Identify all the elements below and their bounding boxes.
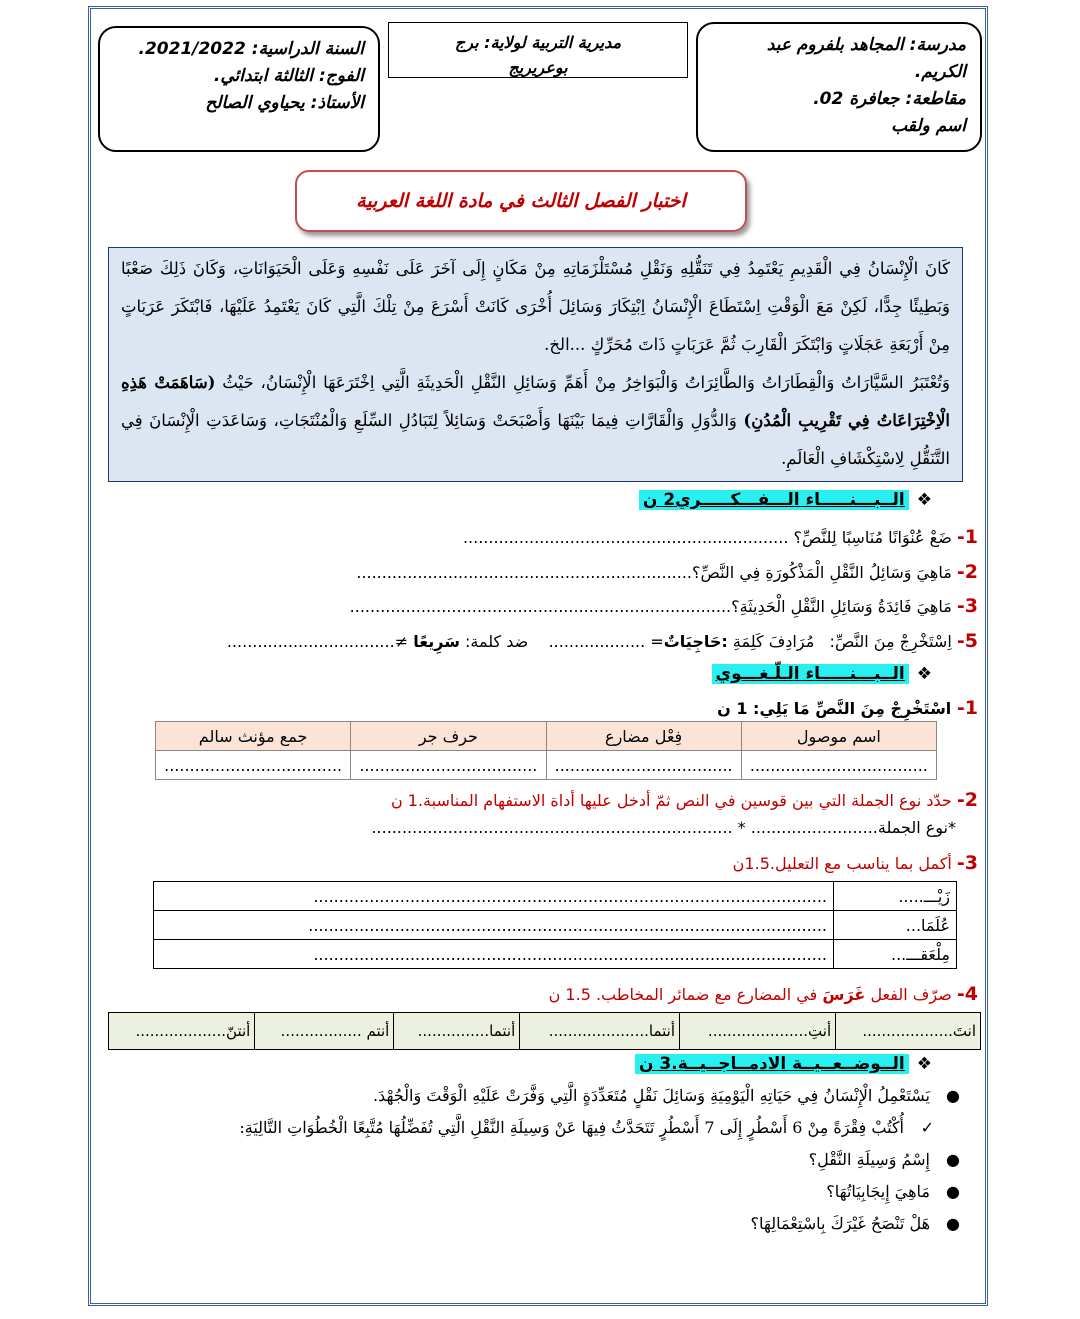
- table-header: فِعْل مضارع: [546, 722, 741, 751]
- conjugation-cell[interactable]: أنتما...............: [394, 1013, 520, 1050]
- teacher-line: الأستاذ: يحياوي الصالح: [205, 93, 364, 113]
- year-info-box: [98, 26, 380, 152]
- table-answer-cell[interactable]: ...................................: [351, 751, 546, 780]
- question-5: [227, 630, 978, 652]
- conjugation-cell[interactable]: أنتما.....................: [520, 1013, 680, 1050]
- question-5-number: 5-: [956, 630, 978, 652]
- section-language-heading: [712, 664, 932, 684]
- grammar-question-2-number: 2-: [956, 789, 978, 811]
- passage-paragraph-2-end: وَالدُّوَلِ وَالْقَارَّاتِ فِيمَا بَيْنَهَا وَأَصْبَحَتْ وَسَائِلاً لِتَبَادُلِ السِّلَعِ وَالْمُنْتَجَاتِ، وَسَاعَدَتِ الْإِنْسَانَ فِي التَّنَقُّلِ لِاسْتِكْشَافِ الْعَالَمِ.: [121, 411, 950, 468]
- class-line: الفوج: الثالثة ابتدائي.: [213, 66, 364, 86]
- conjugation-cell[interactable]: انتَ...................: [836, 1013, 981, 1050]
- integration-instructions: [110, 1080, 960, 1240]
- school-name-line1: مدرسة: المجاهد بلفروم عبد: [766, 35, 966, 55]
- section-integration-title: الــوضــعــيــة الادمــاجــيــة.: [671, 1054, 905, 1074]
- question-5-text: اِسْتَخْرِجْ مِنَ النَّصِّ:: [829, 632, 952, 651]
- conjugation-cell[interactable]: أنتِ.....................: [680, 1013, 836, 1050]
- passage-paragraph-2-start: وَتُعْتَبَرُ السَّيَّارَاتُ وَالْقِطَارَاتُ وَالطَّائِرَاتُ وَالْبَوَاخِرُ مِنْ أَهَمِّ وَسَائِلِ النَّقْلِ الْحَدِيثَةِ الَّتِي اِخْتَرَعَهَا الْإِنْسَانُ، حَيْثُ: [215, 373, 950, 392]
- completion-reason[interactable]: .....................................................................................................: [154, 882, 834, 911]
- instruction-text: إِسْمُ وَسِيلَةِ النَّقْلِ؟: [808, 1150, 930, 1169]
- not-equal-sign: ≠: [394, 632, 409, 651]
- diamond-bullet-icon: ❖: [916, 490, 932, 510]
- conjugation-cell[interactable]: أنتم .................: [255, 1013, 394, 1050]
- exam-title-box: [295, 170, 747, 232]
- grammar-question-1-score: 1 ن: [717, 699, 748, 718]
- section-comprehension-title: الــبـــنـــــاء الـــفـــكـــــري: [675, 490, 905, 510]
- section-integration-heading: [635, 1054, 932, 1074]
- completion-reason[interactable]: .....................................................................................................: [154, 940, 834, 969]
- bullet-dot-icon: ●: [946, 1150, 960, 1169]
- question-2: [356, 561, 978, 583]
- sentence-type-label: *نوع الجملة......................... *: [737, 818, 956, 837]
- antonym-label: ضد كلمة:: [465, 632, 529, 651]
- conjugation-cell[interactable]: أنتنّ...................: [109, 1013, 255, 1050]
- sentence-type-answer-line[interactable]: .......................................................................: [371, 818, 733, 837]
- table-answer-cell[interactable]: ...................................: [546, 751, 741, 780]
- instruction-text: هَلْ تَنْصَحُ غَيْرَكَ بِاسْتِعْمَالِهَا؟: [750, 1214, 930, 1233]
- table-row: [154, 940, 957, 969]
- question-1-number: 1-: [956, 526, 978, 548]
- table-header: حرف جر: [351, 722, 546, 751]
- grammar-question-3-number: 3-: [956, 852, 978, 874]
- extraction-table: [155, 721, 937, 780]
- check-mark-icon: ✓: [920, 1118, 934, 1137]
- school-year-line: السنة الدراسية: 2021/2022.: [138, 39, 364, 59]
- synonym-label: مُرَادِفَ كَلِمَةِ: [732, 632, 815, 651]
- grammar-question-4: [549, 983, 978, 1005]
- completion-word[interactable]: مِلْعَقـــ...: [834, 940, 957, 969]
- table-answer-cell[interactable]: ...................................: [741, 751, 936, 780]
- exam-title: اختبار الفصل الثالث في مادة اللغة العربية: [356, 190, 686, 212]
- question-3-text: مَاهِيَ فَائِدَةُ وَسَائِلِ النَّقْلِ الْحَدِيثَةِ؟: [731, 597, 952, 616]
- conjugation-table: [108, 1012, 981, 1050]
- district-line: مقاطعة: جعافرة 02.: [813, 89, 966, 109]
- instruction-text: مَاهِيَ إِيجَابِيَاتُهَا؟: [826, 1182, 930, 1201]
- question-3-answer-line[interactable]: ...........................................................................: [349, 597, 732, 616]
- school-name-line2: الكريم.: [914, 62, 966, 82]
- question-2-text: مَاهِيَ وَسَائِلُ النَّقْلِ الْمَذْكُورَةِ فِي النَّصِّ؟: [692, 563, 952, 582]
- directorate-line1: مديرية التربية لولاية: برج: [454, 33, 622, 52]
- grammar-question-2: [391, 789, 978, 811]
- grammar-question-2-text: حدّد نوع الجملة التي بين قوسين في النص ثمّ أدخل عليها أداة الاستفهام المناسبة.: [417, 791, 952, 810]
- table-header: جمع مؤنث سالم: [156, 722, 351, 751]
- question-2-number: 2-: [956, 561, 978, 583]
- verb-to-conjugate: غَرَسَ: [822, 985, 866, 1004]
- list-item: [110, 1176, 960, 1208]
- student-name-line: اسم ولقب: [891, 116, 966, 136]
- completion-word[interactable]: عُلَمَا...: [834, 911, 957, 940]
- section-comprehension-score: 2 ن: [642, 490, 676, 510]
- section-integration-score: 3 ن: [638, 1054, 672, 1074]
- grammar-question-1: [717, 697, 978, 719]
- diamond-bullet-icon: ❖: [916, 664, 932, 684]
- sentence-type-line: [371, 818, 956, 837]
- bullet-dot-icon: ●: [946, 1214, 960, 1233]
- list-item: [110, 1112, 934, 1144]
- list-item: [110, 1208, 960, 1240]
- grammar-question-4-score: 1.5 ن: [548, 985, 591, 1004]
- grammar-question-2-score: 1 ن: [390, 791, 418, 810]
- question-3: [350, 595, 978, 617]
- completion-table: [153, 881, 957, 969]
- table-header: اسم موصول: [741, 722, 936, 751]
- grammar-question-3: [733, 852, 978, 874]
- table-answer-cell[interactable]: ...................................: [156, 751, 351, 780]
- completion-word[interactable]: زَيْـــ.....: [834, 882, 957, 911]
- list-item: [110, 1080, 960, 1112]
- diamond-bullet-icon: ❖: [916, 1054, 932, 1074]
- grammar-question-3-text: أكمل بما يناسب مع التعليل.: [769, 854, 952, 873]
- antonym-word: سَرِيعًا: [413, 632, 460, 651]
- equals-sign: =: [650, 632, 664, 651]
- antonym-answer-line[interactable]: .................................: [226, 632, 395, 651]
- directorate-box: [388, 22, 688, 78]
- grammar-question-4-number: 4-: [956, 983, 978, 1005]
- grammar-question-1-text: اسْتَخْرِجْ مِنَ النَّصِّ مَا يَلِي:: [753, 699, 952, 718]
- section-language-title: الــبـــنـــــاء الـلّـغـــوي: [715, 664, 905, 684]
- question-1: [463, 526, 978, 548]
- question-2-answer-line[interactable]: ..................................................................: [356, 563, 692, 582]
- bullet-dot-icon: ●: [946, 1182, 960, 1201]
- question-1-answer-line[interactable]: ................................................................: [462, 528, 789, 547]
- instruction-text: يَسْتَعْمِلُ الْإِنْسَانُ فِي حَيَاتِهِ الْيَوْمِيَةِ وَسَائِلَ نَقْلٍ مُتَعَدِّدَةٍ الَّتِي وَفَّرَتْ عَلَيْهِ الْوَقْتَ وَالْجُهْدَ.: [372, 1086, 930, 1105]
- instruction-text: أُكْتُبْ فِقْرَةً مِنْ 6 أَسْطُرٍ إِلَى 7 أَسْطُرٍ تَتَحَدَّثُ فِيهَا عَنْ وَسِيلَةِ النَّقْلِ الَّتِي تُفَضِّلُهَا مُتَّبِعًا الْخُطُوَاتِ التَّالِيَةِ:: [239, 1118, 904, 1137]
- completion-reason[interactable]: ......................................................................................................: [154, 911, 834, 940]
- reading-passage: [108, 247, 963, 482]
- bullet-dot-icon: ●: [946, 1086, 960, 1105]
- grammar-question-3-score: 1.5ن: [732, 854, 770, 873]
- grammar-question-1-number: 1-: [956, 697, 978, 719]
- table-row: [154, 911, 957, 940]
- synonym-word: :حَاجِيَاتٌ: [663, 632, 728, 651]
- section-comprehension-heading: [639, 490, 932, 510]
- directorate-line2: بوعريريج: [508, 58, 568, 77]
- synonym-answer-line[interactable]: ...................: [548, 632, 646, 651]
- passage-paragraph-1: كَانَ الْإِنْسَانُ فِي الْقَدِيمِ يَعْتَمِدُ فِي تَنَقُّلِهِ وَنَقْلِ مُسْتَلْزَمَاتِهِ مِنْ مَكَانٍ إِلَى آخَرَ عَلَى نَفْسِهِ وَعَلَى الْحَيَوَانَاتِ، وَكَانَ ذَلِكَ صَعْبًا وَبَطِيئًا جِدًّا، لَكِنْ مَعَ الْوَقْتِ اِسْتَطَاعَ الْإِنْسَانُ اِبْتِكَارَ وَسَائِلَ أُخْرَى كَانَتْ أَسْرَعَ مِنْ تِلْكَ الَّتِي كَانَ يَعْتَمِدُ عَلَيْهَا، فَابْتَكَرَ عَرَبَاتٍ مِنْ أَرْبَعَةِ عَجَلَاتٍ وَابْتَكَرَ الْقَارِبَ ثُمَّ عَرَبَاتٍ ذَاتَ مُحَرِّكٍ ...الخ.: [121, 259, 950, 354]
- question-1-text: ضَعْ عُنْوَانًا مُنَاسِبًا لِلنَّصِّ؟: [793, 528, 952, 547]
- grammar-question-4-text-2: في المضارع مع ضمائر المخاطب.: [595, 985, 818, 1004]
- grammar-question-4-text: صرّف الفعل: [870, 985, 952, 1004]
- school-info-box: [696, 22, 982, 152]
- passage-bold-sentence: (سَاهَمَتْ هَذِهِ الْاِخْتِرَاعَاتُ فِي تَقْرِيبِ الْمُدُنِ): [121, 373, 950, 430]
- table-row: [154, 882, 957, 911]
- passage-paragraph-2: [121, 364, 950, 478]
- list-item: [110, 1144, 960, 1176]
- question-3-number: 3-: [956, 595, 978, 617]
